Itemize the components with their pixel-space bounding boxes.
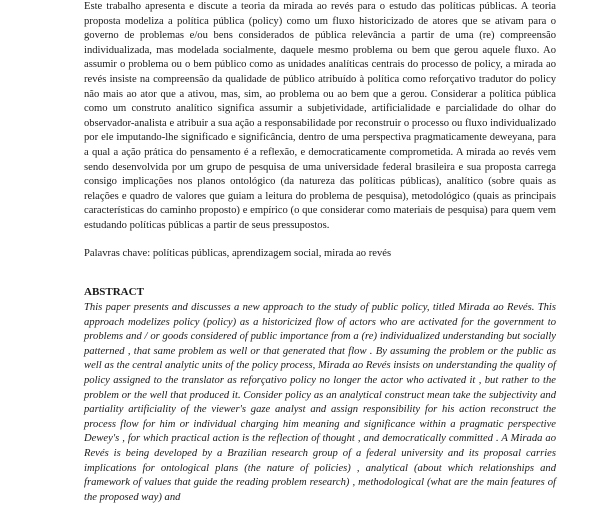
abstract-heading: ABSTRACT: [84, 286, 144, 299]
resumo-paragraph: Este trabalho apresenta e discute a teoria da mirada ao revés para o estudo das políticas públicas. A teoria proposta modeliza a política pública (policy) como um fluxo historicizado de atores que se ativam para o governo de problemas e/ou bens considerados de pública relevância a partir de uma (re) compreensão individualizada, mas modelada socialmente, daquele mesmo problema ou bem que gerou aquele fluxo. Ao assumir o problema ou o bem público como as unidades analíticas centrais do processo de policy, a mirada ao revés insiste na compreensão da qualidade de público atribuído à política como reforçativo tradutor do policy não mais ao ator que a ativou, mas, sim, ao problema ou ao bem que a gerou. Considerar a política pública como um construto analítico significa assumir a subjetividade, artificialidade e parcialidade do olhar do observador-analista e atribuir a sua ação a responsabilidade por reconstruir o processo ou fluxo individualizado por ele imputando-lhe significado e significância, dentro de uma perspectiva pragmaticamente deweyana, para a qual a ação prática do pensamento é a reflexão, e democraticamente comprometida. A mirada ao revés vem sendo desenvolvida por um grupo de pesquisa de uma universidade federal brasileira e sua proposta carrega consigo implicações nos planos ontológico (da natureza das políticas públicas), analítico (sobre quais as relações e quadro de valores que guiam a leitura do problema de pesquisa), metodológico (quais as principais características do caminho proposto) e empírico (o que considerar como materiais de pesquisa) para quem vem estudando políticas públicas a partir de seus pressupostos.: [84, 1, 556, 231]
keywords-line: Palavras chave: políticas públicas, aprendizagem social, mirada ao revés: [84, 247, 392, 259]
abstract-paragraph: This paper presents and discusses a new approach to the study of public policy, titled Mirada ao Revés. This approach modelizes policy (policy) as a historicized flow of actors who are activated for the government to problems and / or goods considered of public importance from a (re) individualized understanding but socially patterned , that same problem as well or that generated that flow . By assuming the problem or the public as well as the central analytic units of the policy process, Mirada ao Revés insists on understanding the quality of policy assigned to the translator as reforçativo policy no longer the actor who activated it , but rather to the problem or the well that produced it. Consider policy as an analytical construct mean take the subjectivity and partiality artificiality of the viewer's gaze analyst and assign responsibility for his action reconstruct the process flow for him or individual charging him meaning and significance within a pragmatic perspective Dewey's , for which practical action is the reflection of thought , and democratically committed . A Mirada ao Revés is being developed by a Brazilian research group of a federal university and its proposal carries implications for ontological plans (the nature of policies) , analytical (about which relationships and framework of values that guide the reading problem research) , methodological (what are the main features of the proposed way) and: [84, 302, 556, 503]
